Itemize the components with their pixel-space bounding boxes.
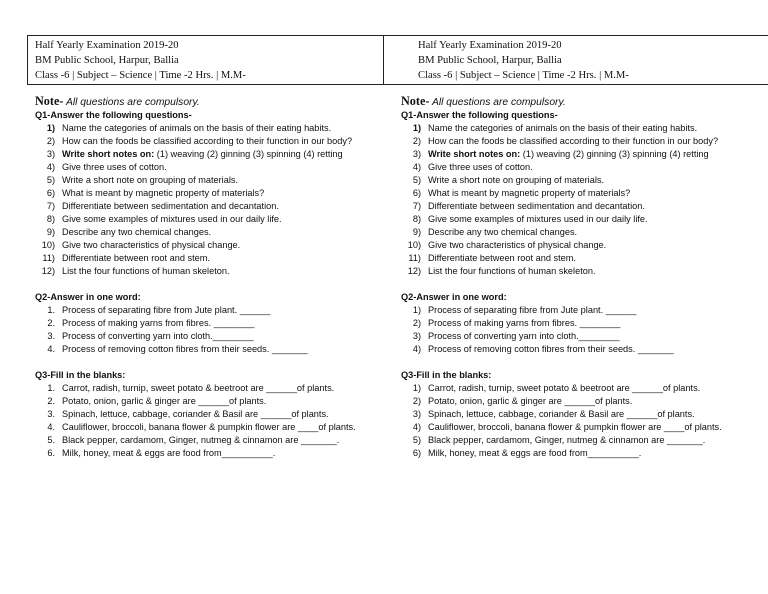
item-text: Process of separating fibre from Jute plant. ______ [62, 305, 271, 315]
item-text: What is meant by magnetic property of materials? [62, 188, 265, 198]
item-text: How can the foods be classified according to their function in our body? [62, 136, 353, 146]
q1-item [35, 265, 375, 278]
item-text: How can the foods be classified according to their function in our body? [428, 136, 719, 146]
q3-item [401, 421, 768, 434]
item-number: 3. [47, 331, 55, 341]
q1-item [401, 265, 768, 278]
item-text: Differentiate between root and stem. [62, 253, 210, 263]
q3-item [401, 408, 768, 421]
item-text: Spinach, lettuce, cabbage, coriander & Basil are ______of plants. [62, 409, 329, 419]
item-number: 3) [412, 149, 421, 159]
q1-item [35, 252, 375, 265]
item-text: Process of separating fibre from Jute plant. ______ [428, 305, 637, 315]
item-number: 1. [47, 383, 55, 393]
q2-list [401, 304, 768, 356]
item-number: 11) [408, 253, 421, 263]
item-text: Spinach, lettuce, cabbage, coriander & Basil are ______of plants. [428, 409, 695, 419]
item-number: 8) [412, 214, 421, 224]
item-text: Process of converting yarn into cloth.________ [428, 331, 620, 341]
q2-item [35, 304, 375, 317]
school-name: BM Public School, Harpur, Ballia [35, 55, 179, 67]
item-text: Black pepper, cardamom, Ginger, nutmeg & cinnamon are _______. [428, 435, 706, 445]
item-text: Give three uses of cotton. [428, 162, 533, 172]
item-bold-prefix: Write short notes on: [62, 149, 155, 159]
q3-item [35, 395, 375, 408]
item-number: 4) [412, 344, 421, 354]
item-number: 6. [47, 448, 55, 458]
item-text: List the four functions of human skeleton. [62, 266, 230, 276]
item-number: 2. [47, 396, 55, 406]
item-text: Give two characteristics of physical change. [62, 240, 241, 250]
note-label: Note- [401, 94, 430, 108]
note-text: All questions are compulsory. [431, 97, 566, 108]
item-number: 4) [412, 422, 421, 432]
item-text: Name the categories of animals on the basis of their eating habits. [62, 123, 332, 133]
q2-item [35, 317, 375, 330]
item-text: Carrot, radish, turnip, sweet potato & beetroot are ______of plants. [62, 383, 335, 393]
header-cell-left [27, 36, 384, 84]
item-text: Milk, honey, meat & eggs are food from__________. [62, 448, 276, 458]
q2-item [401, 343, 768, 356]
item-text: Carrot, radish, turnip, sweet potato & beetroot are ______of plants. [428, 383, 701, 393]
item-text: Differentiate between root and stem. [428, 253, 576, 263]
q1-item [401, 252, 768, 265]
item-number: 2) [412, 318, 421, 328]
item-number: 5) [412, 435, 421, 445]
q3-item [401, 382, 768, 395]
item-number: 1) [412, 123, 421, 133]
item-text: Process of converting yarn into cloth.________ [62, 331, 254, 341]
q1-item [401, 148, 768, 161]
q2-item [35, 343, 375, 356]
note-line [35, 93, 375, 109]
item-number: 6) [412, 188, 421, 198]
item-number: 12) [407, 266, 421, 276]
q1-item [401, 174, 768, 187]
item-text: What is meant by magnetic property of materials? [428, 188, 631, 198]
q3-item [35, 434, 375, 447]
item-text [428, 148, 728, 161]
q1-item [401, 200, 768, 213]
q3-item [401, 395, 768, 408]
item-number: 12) [41, 266, 55, 276]
note-text: All questions are compulsory. [65, 97, 200, 108]
item-text: Describe any two chemical changes. [62, 227, 212, 237]
item-number: 3) [412, 409, 421, 419]
item-number: 5. [47, 435, 55, 445]
q1-item [35, 161, 375, 174]
item-text: Differentiate between sedimentation and decantation. [428, 201, 645, 211]
item-text: Differentiate between sedimentation and decantation. [62, 201, 279, 211]
item-number: 2) [46, 136, 55, 146]
item-text: Give some examples of mixtures used in our daily life. [428, 214, 648, 224]
item-number: 6) [46, 188, 55, 198]
item-text: Cauliflower, broccoli, banana flower & pumpkin flower are ____of plants. [428, 422, 722, 432]
item-text: Potato, onion, garlic & ginger are ______of plants. [428, 396, 633, 406]
item-text: Give three uses of cotton. [62, 162, 167, 172]
item-text: Cauliflower, broccoli, banana flower & pumpkin flower are ____of plants. [62, 422, 356, 432]
q1-item [401, 161, 768, 174]
item-rest: (1) weaving (2) ginning (3) spinning (4) retting [520, 149, 709, 159]
item-number: 1) [412, 383, 421, 393]
q1-item [401, 187, 768, 200]
q1-list [35, 122, 375, 278]
item-number: 6) [412, 448, 421, 458]
item-number: 8) [46, 214, 55, 224]
item-text: Give some examples of mixtures used in our daily life. [62, 214, 282, 224]
q2-title: Q2-Answer in one word: [401, 292, 507, 302]
item-number: 4) [46, 162, 55, 172]
q1-item [401, 239, 768, 252]
item-number: 5) [412, 175, 421, 185]
item-number: 10) [41, 240, 55, 250]
item-text [62, 148, 362, 161]
item-text: Process of removing cotton fibres from their seeds. _______ [428, 344, 674, 354]
note-label: Note- [35, 94, 64, 108]
item-text: Milk, honey, meat & eggs are food from__________. [428, 448, 642, 458]
q2-title: Q2-Answer in one word: [35, 292, 141, 302]
item-number: 11) [42, 253, 55, 263]
q3-item [35, 382, 375, 395]
q1-title: Q1-Answer the following questions- [401, 110, 558, 120]
item-number: 2) [412, 136, 421, 146]
q1-item [35, 148, 375, 161]
q1-item [35, 226, 375, 239]
note-line [401, 93, 768, 109]
item-text: Process of removing cotton fibres from their seeds. _______ [62, 344, 308, 354]
item-number: 2. [47, 318, 55, 328]
item-text: Potato, onion, garlic & ginger are ______of plants. [62, 396, 267, 406]
q3-item [35, 408, 375, 421]
item-number: 3) [412, 331, 421, 341]
item-text: Process of making yarns from fibres. ________ [428, 318, 621, 328]
item-number: 3. [47, 409, 55, 419]
item-text: Process of making yarns from fibres. ________ [62, 318, 255, 328]
item-rest: (1) weaving (2) ginning (3) spinning (4) retting [154, 149, 343, 159]
item-number: 9) [46, 227, 55, 237]
exam-title: Half Yearly Examination 2019-20 [418, 40, 562, 51]
item-number: 4) [412, 162, 421, 172]
q1-item [35, 174, 375, 187]
item-number: 5) [46, 175, 55, 185]
q2-item [401, 317, 768, 330]
item-number: 2) [412, 396, 421, 406]
item-text: Write a short note on grouping of materials. [428, 175, 605, 185]
header-table [27, 35, 768, 85]
item-text: List the four functions of human skeleton. [428, 266, 596, 276]
item-text: Write a short note on grouping of materials. [62, 175, 239, 185]
item-number: 9) [412, 227, 421, 237]
item-number: 4. [47, 422, 55, 432]
q2-item [35, 330, 375, 343]
q3-item [35, 447, 375, 460]
q1-item [35, 122, 375, 135]
school-name: BM Public School, Harpur, Ballia [418, 55, 562, 67]
item-text: Give two characteristics of physical change. [428, 240, 607, 250]
q1-item [35, 200, 375, 213]
item-number: 3) [46, 149, 55, 159]
item-text: Black pepper, cardamom, Ginger, nutmeg & cinnamon are _______. [62, 435, 340, 445]
q3-item [401, 434, 768, 447]
exam-title: Half Yearly Examination 2019-20 [35, 40, 179, 51]
q3-list [35, 382, 375, 460]
q1-item [35, 239, 375, 252]
item-number: 4. [47, 344, 55, 354]
q1-item [35, 213, 375, 226]
item-number: 7) [412, 201, 421, 211]
item-text: Name the categories of animals on the basis of their eating habits. [428, 123, 698, 133]
header-cell-right [384, 36, 768, 84]
q1-item [35, 135, 375, 148]
q1-list [401, 122, 768, 278]
q3-item [401, 447, 768, 460]
item-number: 7) [46, 201, 55, 211]
left-paper-column [35, 93, 375, 460]
q3-title: Q3-Fill in the blanks: [401, 370, 492, 380]
q3-item [35, 421, 375, 434]
class-info: Class -6 | Subject – Science | Time -2 Hrs. | M.M- [35, 70, 246, 82]
q3-list [401, 382, 768, 460]
item-text: Describe any two chemical changes. [428, 227, 578, 237]
item-number: 1) [412, 305, 421, 315]
class-info: Class -6 | Subject – Science | Time -2 Hrs. | M.M- [418, 70, 629, 82]
item-number: 1. [47, 305, 55, 315]
q2-item [401, 304, 768, 317]
item-bold-prefix: Write short notes on: [428, 149, 521, 159]
q1-item [401, 135, 768, 148]
q1-item [401, 213, 768, 226]
q3-title: Q3-Fill in the blanks: [35, 370, 126, 380]
q1-item [401, 122, 768, 135]
right-paper-column [401, 93, 768, 460]
item-number: 10) [407, 240, 421, 250]
q1-item [401, 226, 768, 239]
q1-item [35, 187, 375, 200]
q1-title: Q1-Answer the following questions- [35, 110, 192, 120]
q2-item [401, 330, 768, 343]
q2-list [35, 304, 375, 356]
item-number: 1) [46, 123, 55, 133]
